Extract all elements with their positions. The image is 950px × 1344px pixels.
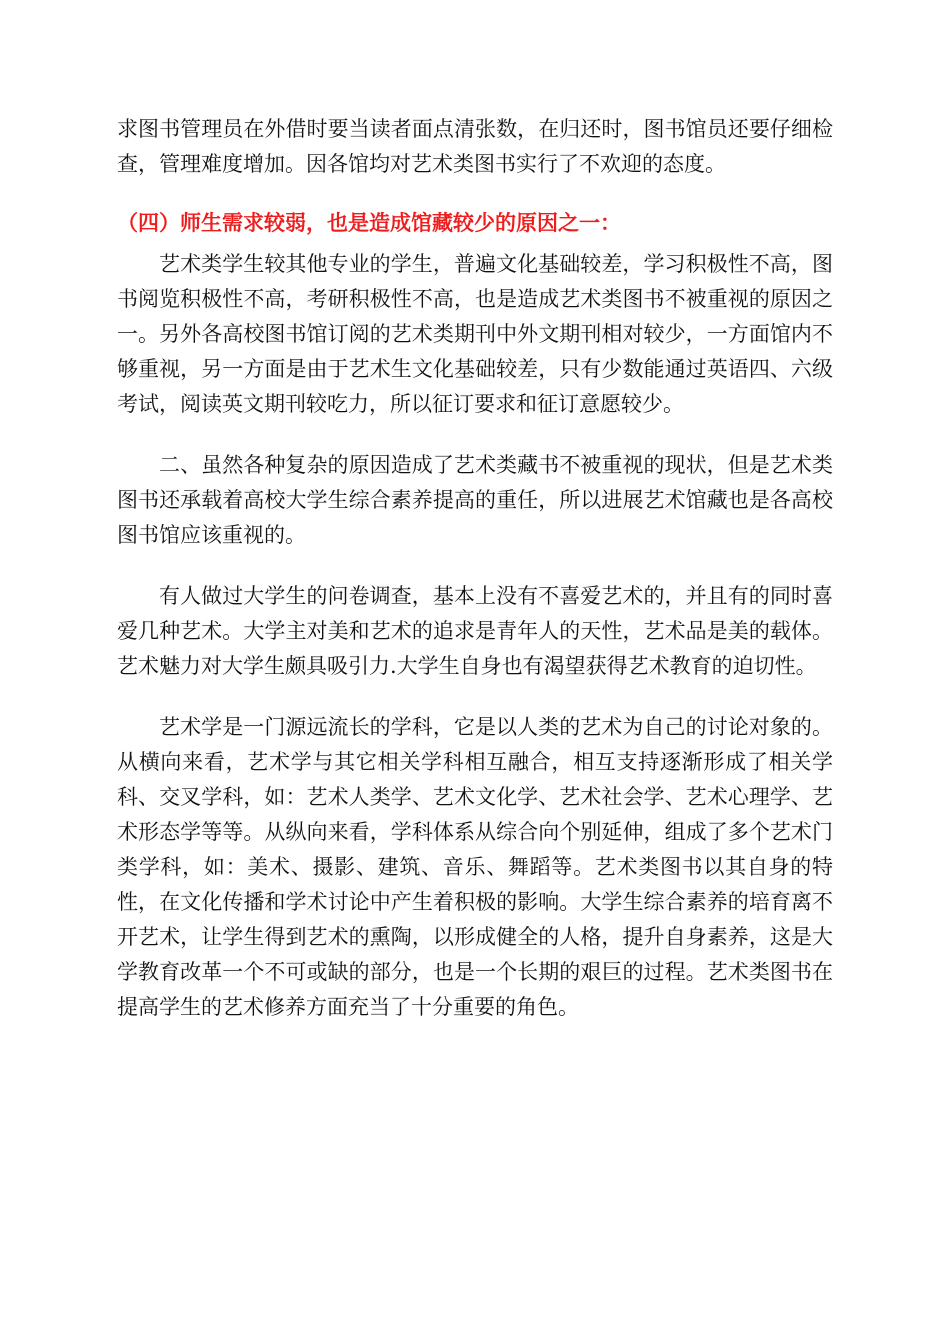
document-page	[117, 112, 833, 1025]
paragraph-student-demand: 艺术类学生较其他专业的学生，普遍文化基础较差，学习积极性不高，图书阅览积极性不高，考研积极性不高，也是造成艺术类图书不被重视的原因之一。另外各高校图书馆订阅的艺术类期刊中外文期刊相对较少，一方面馆内不够重视，另一方面是由于艺术生文化基础较差，只有少数能通过英语四、六级考试，阅读英文期刊较吃力，所以征订要求和征订意愿较少。	[117, 252, 833, 416]
paragraph-art-discipline: 艺术学是一门源远流长的学科，它是以人类的艺术为自己的讨论对象的。从横向来看，艺术学与其它相关学科相互融合，相互支持逐渐形成了相关学科、交叉学科，如：艺术人类学、艺术文化学、艺术社会学、艺术心理学、艺术形态学等等。从纵向来看，学科体系从综合向个别延伸，组成了多个艺术门类学科，如：美术、摄影、建筑、音乐、舞蹈等。艺术类图书以其自身的特性，在文化传播和学术讨论中产生着积极的影响。大学生综合素养的培育离不开艺术，让学生得到艺术的熏陶，以形成健全的人格，提升自身素养，这是大学教育改革一个不可或缺的部分，也是一个长期的艰巨的过程。艺术类图书在提高学生的艺术修养方面充当了十分重要的角色。	[117, 715, 833, 1019]
continuation-paragraph: 求图书管理员在外借时要当读者面点清张数，在归还时，图书馆员还要仔细检查，管理难度增加。因各馆均对艺术类图书实行了不欢迎的态度。	[117, 117, 833, 176]
paragraph-survey: 有人做过大学生的问卷调查，基本上没有不喜爱艺术的，并且有的同时喜爱几种艺术。大学主对美和艺术的追求是青年人的天性，艺术品是美的载体。艺术魅力对大学生颇具吸引力.大学生自身也有渴望获得艺术教育的迫切性。	[117, 584, 833, 678]
paragraph-section-2: 二、虽然各种复杂的原因造成了艺术类藏书不被重视的现状，但是艺术类图书还承载着高校大学生综合素养提高的重任，所以进展艺术馆藏也是各高校图书馆应该重视的。	[117, 453, 833, 547]
section-heading-4: （四）师生需求较弱，也是造成馆藏较少的原因之一：	[117, 211, 621, 235]
